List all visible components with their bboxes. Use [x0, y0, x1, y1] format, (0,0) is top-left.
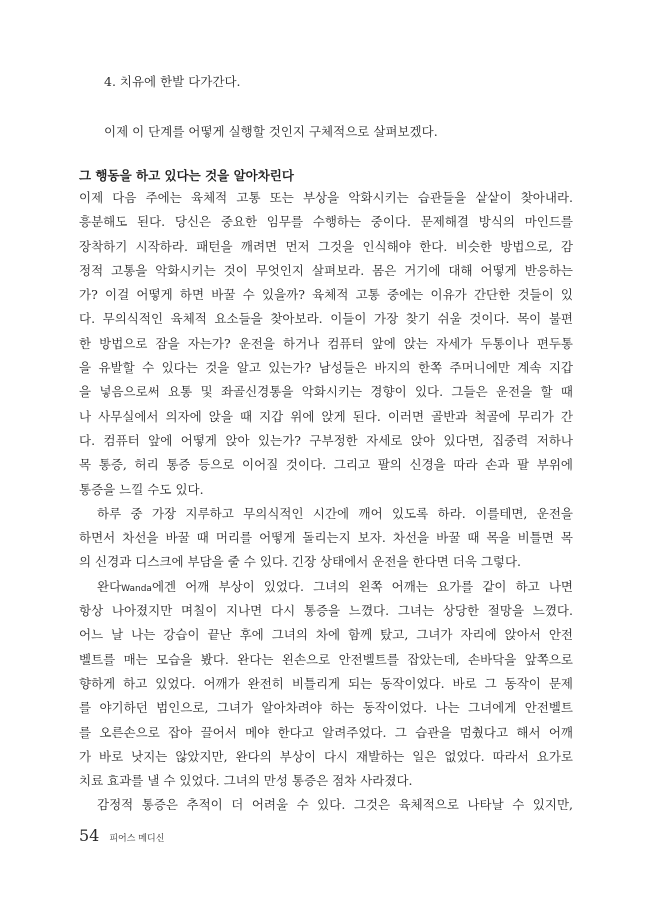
text-line: 어느 날 나는 강습이 끝난 후에 그녀의 차에 함께 탔고, 그녀가 자리에 앉아서 안전	[79, 627, 573, 643]
paragraph-4	[79, 793, 573, 817]
text-line: 장착하기 시작하라. 패턴을 깨려면 먼저 그것을 인식해야 한다. 비슷한 방법으로, 감	[79, 238, 573, 254]
text-line: 이제 다음 주에는 육체적 고통 또는 부상을 악화시키는 습관들을 샅샅이 찾아내라.	[79, 190, 573, 205]
text-line: 을 넣음으로써 요통 및 좌골신경통을 악화시키는 경향이 있다. 그들은 운전을 할 때	[79, 384, 573, 400]
text-line: 하면서 차선을 바꿀 때 머리를 어떻게 돌리는지 보자. 차선을 바꿀 때 목을 비틀면 목	[79, 530, 573, 546]
text-line: 한 방법으로 잠을 자는가? 운전을 하거나 컴퓨터 앞에 앉는 자세가 두통이나 편두통	[79, 335, 573, 351]
running-title: 피어스 메디신	[109, 834, 165, 844]
paragraph-1	[79, 186, 573, 502]
list-item-step-4: 4. 치유에 한발 다가간다.	[104, 74, 241, 89]
text-line	[79, 575, 573, 599]
name-subscript: Wanda	[121, 583, 152, 594]
text-line: 흥분해도 된다. 당신은 중요한 임무를 수행하는 중이다. 문제해결 방식의 마인드를	[79, 214, 573, 230]
text-line: 가 바로 낫지는 않았지만, 완다의 부상이 다시 재발하는 일은 없었다. 따라서 요가로	[79, 748, 573, 764]
text-line: 향하게 하고 있었다. 어깨가 완전히 비틀리게 되는 동작이었다. 바로 그 동작이 문제	[79, 675, 573, 691]
paragraph-3	[79, 575, 573, 794]
text-line: 다. 무의식적인 육체적 요소들을 찾아보라. 이들이 가장 찾기 쉬울 것이다. 목이 불편	[79, 311, 573, 327]
text-line: 의 신경과 디스크에 부담을 줄 수 있다. 긴장 상태에서 운전을 한다면 더욱 그렇다.	[79, 554, 522, 570]
text-line: 목 통증, 허리 통증 등으로 이어질 것이다. 그리고 팔의 신경을 따라 손과 팔 부위에	[79, 457, 573, 473]
text-line: 감정적 통증은 추적이 더 어려울 수 있다. 그것은 육체적으로 나타날 수 있지만,	[97, 797, 573, 813]
text-line: 벨트를 매는 모습을 봤다. 완다는 왼손으로 안전벨트를 잡았는데, 손바닥을 앞쪽으로	[79, 651, 573, 667]
text-line: 정적 고통을 악화시키는 것이 무엇인지 살펴보라. 몸은 거기에 대해 어떻게 반응하는	[79, 262, 573, 278]
body-text	[79, 186, 573, 818]
text-line: 치료 효과를 낼 수 있었다. 그녀의 만성 통증은 점차 사라졌다.	[79, 773, 413, 789]
section-heading: 그 행동을 하고 있다는 것을 알아차린다	[79, 168, 294, 183]
text-fragment: 에겐 어깨 부상이 있었다. 그녀의 왼쪽 어깨는 요가를 같이 하고 나면	[151, 578, 573, 594]
name-korean: 완다	[97, 578, 122, 594]
page-footer	[79, 826, 164, 845]
page-number: 54	[79, 826, 100, 845]
text-line: 하루 중 가장 지루하고 무의식적인 시간에 깨어 있도록 하라. 이를테면, 운전을	[97, 505, 573, 521]
text-line: 가? 이걸 어떻게 하면 바꿀 수 있을까? 육체적 고통 중에는 이유가 간단한 것들이 있	[79, 287, 573, 303]
text-line: 을 유발할 수 있다는 것을 알고 있는가? 남성들은 바지의 한쪽 주머니에만 계속 지갑	[79, 360, 573, 376]
paragraph-2	[79, 502, 573, 575]
text-line: 를 야기하던 범인으로, 그녀가 알아차려야 하는 동작이었다. 나는 그녀에게 안전벨트	[79, 700, 573, 716]
text-line: 를 오른손으로 잡아 끌어서 메야 한다고 알려주었다. 그 습관을 멈췄다고 해서 어깨	[79, 724, 573, 740]
text-line: 다. 컴퓨터 앞에 어떻게 앉아 있는가? 구부정한 자세로 앉아 있다면, 집중력 저하나	[79, 432, 573, 448]
text-line: 나 사무실에서 의자에 앉을 때 지갑 위에 앉게 된다. 이러면 골반과 척골에 무리가 간	[79, 408, 573, 424]
text-line: 통증을 느낄 수도 있다.	[79, 481, 204, 497]
text-line: 항상 나아졌지만 며칠이 지나면 다시 통증을 느꼈다. 그녀는 상당한 절망을 느꼈다.	[79, 603, 573, 619]
intro-sentence: 이제 이 단계를 어떻게 실행할 것인지 구체적으로 살펴보겠다.	[104, 124, 438, 139]
